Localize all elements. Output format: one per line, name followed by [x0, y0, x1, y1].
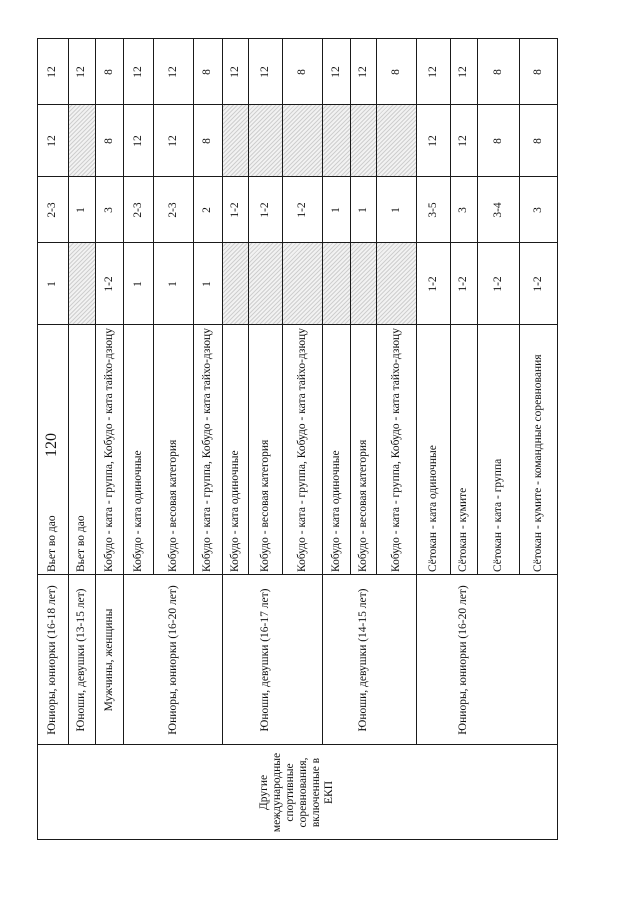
- discipline-label-text: Кобудо - весовая категория: [166, 439, 179, 572]
- value-v4-text: 12: [457, 66, 469, 78]
- value-v3-text: 12: [131, 135, 144, 147]
- discipline-label-text: Вьет во дао: [46, 515, 58, 572]
- value-v1-text: 1: [131, 281, 144, 287]
- value-v4-text: 8: [102, 69, 115, 75]
- value-v4-text: 12: [356, 66, 369, 78]
- age-group-label-text: Юноши, девушки (16-17 лет): [258, 588, 271, 732]
- value-v4-text: 12: [329, 66, 342, 78]
- value-v1-text: 1-2: [457, 276, 469, 292]
- table-frame: [37, 38, 558, 840]
- value-v2-text: 2-3: [46, 202, 58, 218]
- value-v2-text: 2-3: [166, 202, 179, 218]
- value-v2-text: 1: [356, 207, 369, 213]
- value-v3-text: 8: [491, 138, 504, 144]
- age-group-label-text: Юноши, девушки (14-15 лет): [356, 588, 369, 732]
- value-v4-text: 8: [295, 69, 308, 75]
- value-v2-text: 1: [75, 207, 87, 213]
- value-v2-text: 1-2: [258, 202, 271, 218]
- value-v3-text: 8: [102, 138, 115, 144]
- value-v1-text: 1: [46, 281, 58, 287]
- value-v4-text: 12: [258, 66, 271, 78]
- value-v1-text: 1-2: [426, 276, 439, 292]
- discipline-label-text: Кобудо - ката - группа, Кобудо - ката тайхо-дзюцу: [295, 328, 308, 572]
- value-v4-text: 8: [389, 69, 402, 75]
- discipline-group-label-text: Другие международные спортивные соревнования, включенные в ЕКП: [258, 752, 335, 833]
- discipline-label-text: Сётокан - ката одиночные: [426, 445, 439, 572]
- value-v4-text: 12: [131, 66, 144, 78]
- discipline-label-text: Кобудо - ката одиночные: [329, 450, 342, 572]
- value-v1-text: 1: [201, 281, 213, 287]
- page-number: 120: [43, 433, 60, 457]
- age-group-label-text: Юниоры, юниорки (16-20 лет): [457, 585, 469, 735]
- value-v2-text: 3: [457, 207, 469, 213]
- discipline-label-text: Кобудо - ката - группа, Кобудо - ката тайхо-дзюцу: [389, 328, 402, 572]
- discipline-label-text: Вьет во дао: [75, 515, 87, 572]
- discipline-label-text: Сётокан - ката - группа: [491, 458, 504, 572]
- value-v4-text: 12: [426, 66, 439, 78]
- value-v2-text: 1-2: [228, 202, 241, 218]
- value-v2-text: 2: [201, 207, 213, 213]
- discipline-label-text: Кобудо - ката - группа, Кобудо - ката тайхо-дзюцу: [201, 328, 213, 572]
- value-v2-text: 1: [389, 207, 402, 213]
- age-group-label-text: Мужчины, женщины: [102, 608, 115, 712]
- value-v3-text: 12: [426, 135, 439, 147]
- value-v4-text: 8: [201, 69, 213, 75]
- value-v3-text: 12: [457, 135, 469, 147]
- discipline-label-text: Кобудо - ката одиночные: [131, 450, 144, 572]
- value-v3-text: 12: [46, 135, 58, 147]
- value-v4-text: 12: [75, 66, 87, 78]
- discipline-label-text: Кобудо - весовая категория: [258, 439, 271, 572]
- value-v1-text: 1-2: [102, 276, 115, 292]
- age-group-label-text: Юниоры, юниорки (16-18 лет): [46, 585, 58, 735]
- age-group-label-text: Юноши, девушки (13-15 лет): [75, 588, 87, 732]
- value-v2-text: 2-3: [131, 202, 144, 218]
- value-v1-text: 1: [166, 281, 179, 287]
- value-v4-text: 8: [531, 69, 544, 75]
- value-v4-text: 8: [491, 69, 504, 75]
- value-v2-text: 3-5: [426, 202, 439, 218]
- value-v2-text: 3: [102, 207, 115, 213]
- value-v3-text: 8: [531, 138, 544, 144]
- value-v2-text: 3-4: [491, 202, 504, 218]
- discipline-label-text: Сётокан - кумите - командные соревнования: [531, 354, 544, 572]
- value-v2-text: 3: [531, 207, 544, 213]
- value-v2-text: 1: [329, 207, 342, 213]
- value-v3-text: 12: [166, 135, 179, 147]
- value-v1-text: 1-2: [531, 276, 544, 292]
- discipline-label-text: Кобудо - ката - группа, Кобудо - ката тайхо-дзюцу: [102, 328, 115, 572]
- value-v4-text: 12: [166, 66, 179, 78]
- value-v2-text: 1-2: [295, 202, 308, 218]
- discipline-label-text: Кобудо - ката одиночные: [228, 450, 241, 572]
- discipline-label-text: Кобудо - весовая категория: [356, 439, 369, 572]
- value-v1-text: 1-2: [491, 276, 504, 292]
- age-group-label-text: Юниоры, юниорки (16-20 лет): [166, 585, 179, 735]
- value-v3-text: 8: [201, 138, 213, 144]
- value-v4-text: 12: [228, 66, 241, 78]
- discipline-label-text: Сётокан - кумите: [457, 487, 469, 572]
- value-v4-text: 12: [46, 66, 58, 78]
